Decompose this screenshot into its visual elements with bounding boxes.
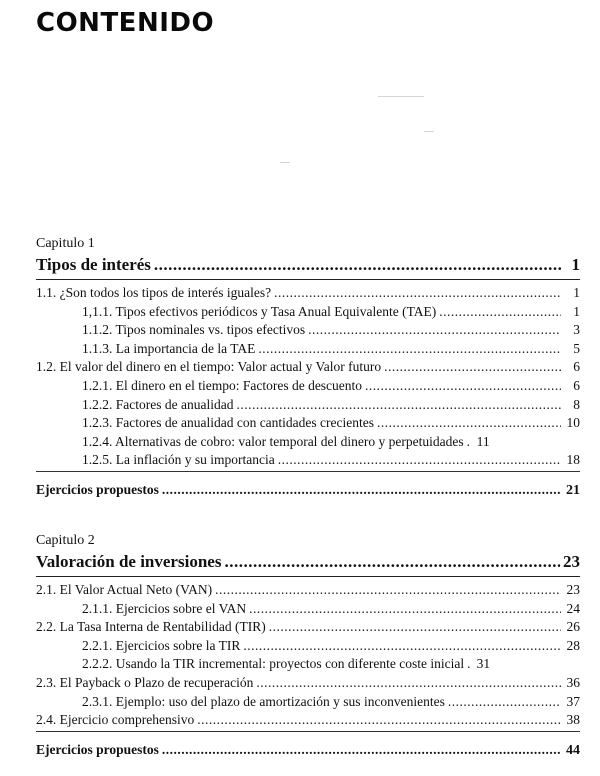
leader-dots [197, 711, 561, 730]
entry-text: 1.1.2. Tipos nominales vs. tipos efectivos [82, 322, 306, 338]
entry-text: 2.1. El Valor Actual Neto (VAN) [36, 582, 213, 597]
toc-entry[interactable] [36, 321, 580, 340]
page-number: 31 [476, 656, 491, 672]
page-title: CONTENIDO [36, 8, 215, 38]
toc-entry[interactable] [36, 600, 580, 619]
page-number: 10 [566, 415, 580, 431]
entry-text: 2.2. La Tasa Interna de Rentabilidad (TIR) [36, 619, 266, 635]
page-number: 1 [571, 255, 580, 274]
leader-dots [215, 581, 561, 600]
leader-dots [365, 377, 561, 396]
entry-text: 1.2.5. La inflación y su importancia [82, 452, 275, 468]
leader-dots [236, 396, 561, 415]
leader-dots [377, 414, 561, 433]
toc-entry[interactable] [36, 618, 580, 637]
page-number: 36 [566, 674, 580, 690]
entry-text: 1.2.3. Factores de anualidad con cantidades crecientes [82, 415, 375, 431]
leader-dots [243, 637, 561, 656]
entry-text: 1.2.4. Alternativas de cobro: valor temporal del dinero y perpetuidades [82, 433, 464, 449]
page-number: 6 [573, 359, 580, 375]
toc-entry[interactable] [36, 693, 580, 712]
toc-entry[interactable] [36, 414, 580, 433]
toc-entry[interactable] [36, 303, 580, 322]
entry-text: 2.3.1. Ejemplo: uso del plazo de amortización y sus inconvenientes [82, 693, 445, 709]
toc-entry[interactable] [36, 674, 580, 693]
page-number: 23 [566, 582, 580, 597]
scan-artifact [378, 96, 424, 97]
toc-entry[interactable] [36, 396, 580, 415]
leader-dots [439, 303, 561, 322]
leader-dots [258, 340, 561, 359]
page-number: 44 [566, 742, 580, 758]
page-number: 28 [566, 637, 580, 653]
leader-dots [162, 741, 561, 760]
exercises-entry[interactable] [36, 741, 580, 761]
entry-text: 2.3. El Payback o Plazo de recuperación [36, 674, 254, 690]
leader-dots [278, 451, 561, 470]
page-number: 21 [566, 482, 580, 498]
chapter-title: Valoración de inversiones [36, 552, 222, 571]
entry-text: 2.2.2. Usando la TIR incremental: proyectos con diferente coste inicial [82, 656, 465, 672]
toc-entry[interactable] [36, 655, 580, 674]
page-number: 11 [476, 433, 490, 449]
page-number: 8 [573, 396, 580, 412]
chapter-label: Capitulo 2 [36, 533, 95, 548]
entry-text: 1.1.3. La importancia de la TAE [82, 340, 256, 356]
chapter-title-row[interactable] [36, 254, 580, 280]
entry-text: 1.2.2. Factores de anualidad [82, 396, 234, 412]
entry-text: 1.2. El valor del dinero en el tiempo: Valor actual y Valor futuro [36, 359, 382, 375]
exercises-entry[interactable] [36, 481, 580, 501]
toc-entry[interactable] [36, 377, 580, 396]
chapter-label: Capitulo 1 [36, 236, 95, 251]
toc-entry[interactable] [36, 711, 580, 732]
entry-text: 2.1.1. Ejercicios sobre el VAN [82, 600, 247, 616]
leader-dots [467, 433, 471, 452]
page-number: 37 [566, 693, 580, 709]
chapter-2 [36, 532, 580, 760]
chapter-title-row[interactable] [36, 551, 580, 577]
toc-entry[interactable] [36, 284, 580, 303]
page-number: 6 [573, 377, 580, 393]
leader-dots [274, 284, 561, 303]
toc-entry[interactable] [36, 358, 580, 377]
leader-dots [448, 693, 561, 712]
leader-dots [269, 618, 561, 637]
page-number: 26 [566, 619, 580, 635]
leader-dots [467, 655, 471, 674]
page-number: 38 [566, 712, 580, 728]
entry-text: 1.1. ¿Son todos los tipos de interés iguales? [36, 285, 272, 300]
page-number: 1 [573, 303, 580, 319]
page-number: 3 [573, 322, 580, 338]
toc-entry[interactable] [36, 451, 580, 472]
chapter-title: Tipos de interés [36, 255, 151, 274]
entry-text: 2.2.1. Ejercicios sobre la TIR [82, 637, 241, 653]
leader-dots [256, 674, 561, 693]
page-number: 1 [573, 285, 580, 300]
exercises-text: Ejercicios propuestos [36, 741, 159, 757]
chapter-1 [36, 235, 580, 501]
entry-text: 2.4. Ejercicio comprehensivo [36, 712, 195, 728]
entry-text: 1.2.1. El dinero en el tiempo: Factores de descuento [82, 377, 363, 393]
page-number: 18 [566, 452, 580, 468]
leader-dots [384, 358, 561, 377]
scan-artifact [280, 162, 290, 163]
toc-entry[interactable] [36, 340, 580, 359]
toc-entry[interactable] [36, 581, 580, 600]
leader-dots [162, 481, 561, 500]
leader-dots [154, 254, 561, 276]
toc-entry[interactable] [36, 637, 580, 656]
leader-dots [224, 551, 560, 573]
toc-entry[interactable] [36, 433, 580, 452]
exercises-text: Ejercicios propuestos [36, 481, 159, 497]
page-number: 5 [573, 340, 580, 356]
leader-dots [249, 600, 561, 619]
page-number: 23 [563, 552, 580, 571]
page-number: 24 [566, 600, 580, 616]
scan-artifact [424, 131, 434, 132]
entry-text: 1,1.1. Tipos efectivos periódicos y Tasa Anual Equivalente (TAE) [82, 303, 437, 319]
leader-dots [308, 321, 561, 340]
